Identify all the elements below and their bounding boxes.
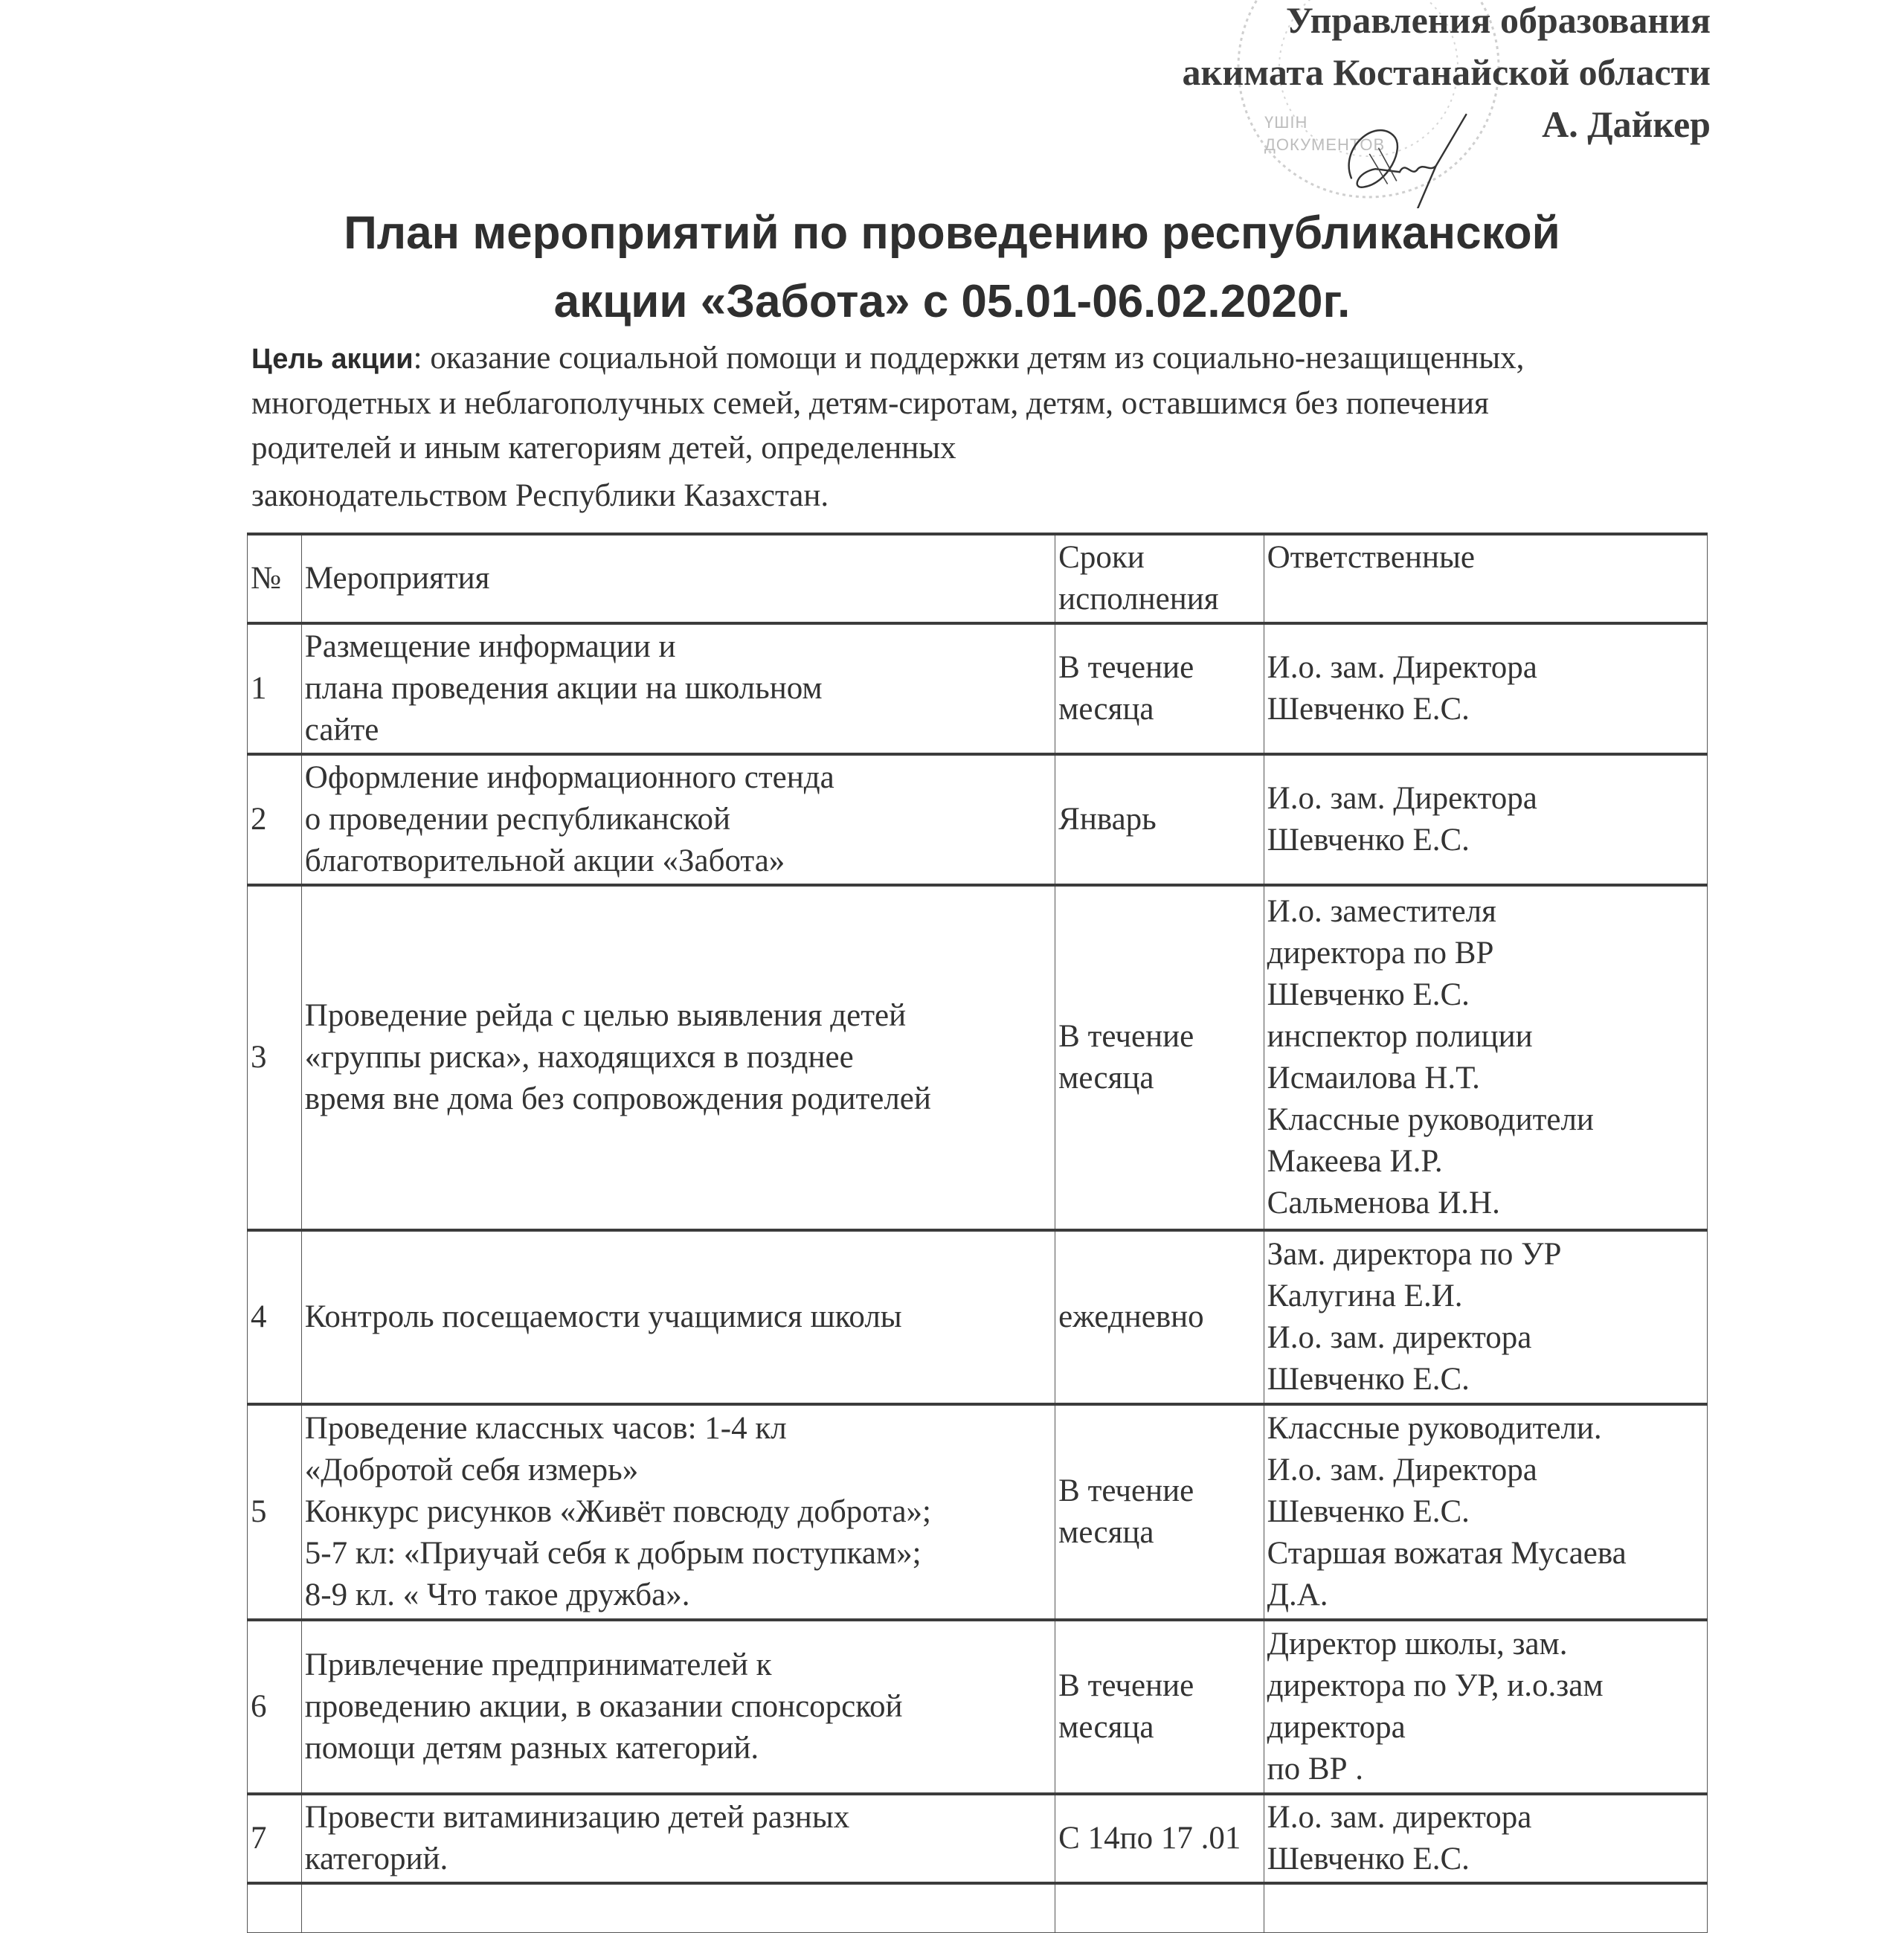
row-number: 1 xyxy=(248,623,302,754)
header-number: № xyxy=(248,534,302,623)
row-activity: Оформление информационного стенда о проведении республиканской благотворительной акции «Забота» xyxy=(301,754,1055,885)
row-activity: Размещение информации и плана проведения акции на школьном сайте xyxy=(301,623,1055,754)
row-responsible: Директор школы, зам. директора по УР, и.о.зам директора по ВР . xyxy=(1264,1620,1707,1794)
title-line-2: акции «Забота» с 05.01-06.02.2020г. xyxy=(553,276,1351,327)
table-row xyxy=(248,1230,1708,1404)
row-term: В течение месяца xyxy=(1055,623,1264,754)
header-term: Сроки исполнения xyxy=(1055,534,1264,623)
row-activity-partial xyxy=(301,1883,1055,1933)
goal-text: : оказание социальной помощи и поддержки детям из социально-незащищенных, многодетных и неблагополучных семей, детям-сиротам, детям, оставшимся без попечения родителей и иным категориям детей, определенных xyxy=(251,341,1525,466)
table-row xyxy=(248,754,1708,885)
row-number-partial xyxy=(248,1883,302,1933)
table-row xyxy=(248,1404,1708,1620)
title-line-1: План мероприятий по проведению республиканской xyxy=(344,208,1560,259)
table-row xyxy=(248,623,1708,754)
table-row xyxy=(248,1620,1708,1794)
approval-line-akimat: акимата Костанайской области xyxy=(1182,51,1711,93)
table-header-row xyxy=(248,534,1708,623)
signature-icon xyxy=(1309,112,1502,208)
row-number: 7 xyxy=(248,1794,302,1883)
goal-label: Цель акции xyxy=(251,344,414,375)
row-responsible: И.о. зам. директора Шевченко Е.С. xyxy=(1264,1794,1707,1883)
row-number: 3 xyxy=(248,885,302,1230)
approval-line-department: Управления образования xyxy=(1286,0,1711,41)
row-activity: Привлечение предпринимателей к проведению акции, в оказании спонсорской помощи детям разных категорий. xyxy=(301,1620,1055,1794)
header-activity: Мероприятия xyxy=(301,534,1055,623)
approval-line-signatory: А. Дайкер xyxy=(1542,103,1711,145)
row-activity: Контроль посещаемости учащимися школы xyxy=(301,1230,1055,1404)
row-term: С 14по 17 .01 xyxy=(1055,1794,1264,1883)
table-row xyxy=(248,885,1708,1230)
row-term-partial xyxy=(1055,1883,1264,1933)
row-activity: Провести витаминизацию детей разных категорий. xyxy=(301,1794,1055,1883)
header-responsible: Ответственные xyxy=(1264,534,1707,623)
row-term: В течение месяца xyxy=(1055,1404,1264,1620)
stamp-text-documents: ДОКУМЕНТОВ xyxy=(1264,135,1386,154)
row-responsible: Классные руководители. И.о. зам. Директора Шевченко Е.С. Старшая вожатая Мусаева Д.А. xyxy=(1264,1404,1707,1620)
events-plan-table xyxy=(247,533,1708,1933)
row-responsible: И.о. зам. Директора Шевченко Е.С. xyxy=(1264,754,1707,885)
table-row-partial xyxy=(248,1883,1708,1933)
row-number: 6 xyxy=(248,1620,302,1794)
row-number: 2 xyxy=(248,754,302,885)
row-number: 4 xyxy=(248,1230,302,1404)
goal-paragraph xyxy=(251,336,1560,518)
row-term: В течение месяца xyxy=(1055,1620,1264,1794)
row-number: 5 xyxy=(248,1404,302,1620)
row-activity: Проведение рейда с целью выявления детей «группы риска», находящихся в позднее время вне дома без сопровождения родителей xyxy=(301,885,1055,1230)
row-term: Январь xyxy=(1055,754,1264,885)
stamp-text-top: ҮШІН xyxy=(1264,113,1308,132)
row-term: ежедневно xyxy=(1055,1230,1264,1404)
row-responsible: Зам. директора по УР Калугина Е.И. И.о. зам. директора Шевченко Е.С. xyxy=(1264,1230,1707,1404)
row-responsible: И.о. зам. Директора Шевченко Е.С. xyxy=(1264,623,1707,754)
table-row xyxy=(248,1794,1708,1883)
row-term: В течение месяца xyxy=(1055,885,1264,1230)
row-responsible-partial xyxy=(1264,1883,1707,1933)
page-title xyxy=(223,199,1681,336)
goal-text-last-line: законодательством Республики Казахстан. xyxy=(251,478,829,513)
row-responsible: И.о. заместителя директора по ВР Шевченко Е.С. инспектор полиции Исмаилова Н.Т. Классные руководители Макеева И.Р. Сальменова И.Н. xyxy=(1264,885,1707,1230)
row-activity: Проведение классных часов: 1-4 кл «Добротой себя измерь» Конкурс рисунков «Живёт повсюду доброта»; 5-7 кл: «Приучай себя к добрым поступкам»; 8-9 кл. « Что такое дружба». xyxy=(301,1404,1055,1620)
